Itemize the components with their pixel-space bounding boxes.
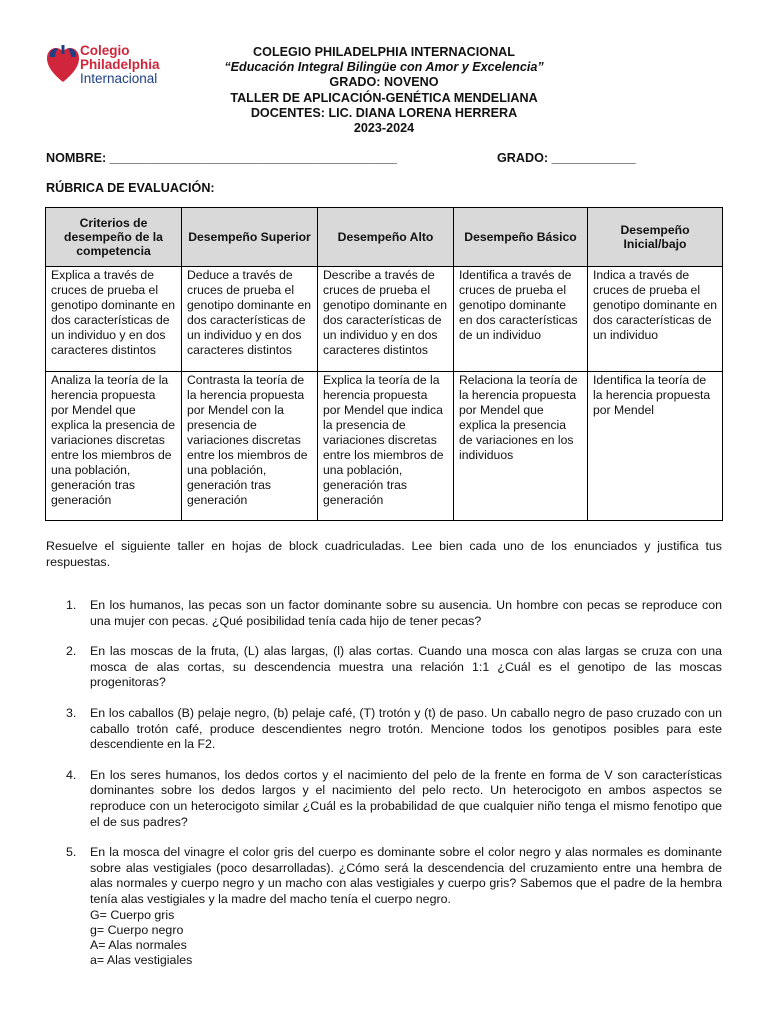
rubric-row — [46, 372, 723, 521]
legend-item: a= Alas vestigiales — [90, 953, 193, 968]
school-motto: “Educación Integral Bilingüe con Amor y Excelencia” — [224, 60, 544, 75]
question-number: 1. — [66, 598, 77, 612]
rubric-cell: Relaciona la teoría de la herencia propuesta por Mendel que explica la presencia de variaciones en los individuos — [454, 372, 588, 521]
school-name: COLEGIO PHILADELPHIA INTERNACIONAL — [253, 45, 515, 59]
name-field: NOMBRE: _________________________________________ — [46, 151, 397, 165]
instructions-paragraph: Resuelve el siguiente taller en hojas de block cuadriculadas. Lee bien cada uno de los enunciados y justifica tus respuestas. — [46, 539, 722, 569]
question-text: En la mosca del vinagre el color gris del cuerpo es dominante sobre el color negro y alas normales es dominante sobre alas vestigiales (poco desarrolladas). ¿Cómo será la descendencia del cruzamiento entre una hembra de alas normales y cuerpo negro y un macho con alas vestigiales y cuerpo gris? Sabemos que el padre de la hembra tenía alas vestigiales y la madre del macho tenía el cuerpo negro. — [90, 845, 722, 906]
rubric-header-cell: Desempeño Superior — [182, 208, 318, 267]
workshop-title: TALLER DE APLICACIÓN-GENÉTICA MENDELIANA — [230, 90, 538, 105]
question-text: En los humanos, las pecas son un factor dominante sobre su ausencia. Un hombre con pecas se reproduce con una mujer con pecas. ¿Qué posibilidad tenía cada hijo de tener pecas? — [90, 598, 722, 628]
question-item — [46, 644, 722, 691]
rubric-header-row — [46, 208, 723, 267]
rubric-header-cell: Desempeño Inicial/bajo — [588, 208, 723, 267]
heart-logo-icon — [46, 44, 80, 84]
grade-field: GRADO: ____________ — [497, 151, 636, 165]
rubric-cell: Explica la teoría de la herencia propuesta por Mendel que indica la presencia de variaciones discretas entre los miembros de una población, generación tras generación — [318, 372, 454, 521]
question-text: En los seres humanos, los dedos cortos y el nacimiento del pelo de la frente en forma de V son características dominantes sobre los dedos largos y el nacimiento del pelo recto. Un heterocigoto en ambos aspectos se reproduce con un heterocigoto similar ¿Cuál es la probabilidad de que cualquier niño tenga el mismo fenotipo que el de sus padres? — [90, 767, 722, 829]
rubric-cell: Contrasta la teoría de la herencia propuesta por Mendel con la presencia de variaciones discretas entre los miembros de una población, generación tras generación — [182, 372, 318, 521]
rubric-header-cell: Desempeño Alto — [318, 208, 454, 267]
question-item — [46, 598, 722, 629]
grade-heading: GRADO: NOVENO — [329, 75, 439, 90]
logo-line-1: Colegio — [80, 43, 130, 58]
question-item — [46, 845, 722, 968]
logo-line-2: Philadelphia — [80, 57, 160, 72]
rubric-header-cell: Criterios de desempeño de la competencia — [46, 208, 182, 267]
questions-list — [46, 598, 722, 983]
question-number: 4. — [66, 767, 77, 782]
logo-wordmark — [80, 44, 160, 86]
teachers-line: DOCENTES: LIC. DIANA LORENA HERRERA — [250, 105, 518, 120]
logo-line-3: Internacional — [80, 71, 158, 86]
school-year: 2023-2024 — [353, 121, 415, 136]
question-number: 2. — [66, 644, 77, 659]
question-text: En las moscas de la fruta, (L) alas largas, (l) alas cortas. Cuando una mosca con alas largas se cruza con una mosca de alas cortas, su descendencia muestra una relación 1:1 ¿Cuál es el genotipo de las moscas progenitoras? — [90, 644, 722, 690]
rubric-row — [46, 267, 723, 372]
question-number: 3. — [66, 705, 77, 720]
rubric-cell: Identifica la teoría de la herencia propuesta por Mendel — [588, 372, 723, 521]
rubric-cell: Explica a través de cruces de prueba el genotipo dominante en dos características de un individuo y en dos caracteres distintos — [46, 267, 182, 372]
rubric-table — [45, 207, 723, 521]
legend-item: G= Cuerpo gris — [90, 907, 175, 922]
rubric-cell: Identifica a través de cruces de prueba el genotipo dominante en dos características de un individuo — [454, 267, 588, 372]
question-item — [46, 706, 722, 753]
rubric-cell: Deduce a través de cruces de prueba el genotipo dominante en dos características de un individuo y en dos caracteres distintos — [182, 267, 318, 372]
legend-item: A= Alas normales — [90, 937, 187, 952]
question-text: En los caballos (B) pelaje negro, (b) pelaje café, (T) trotón y (t) de paso. Un caballo negro de paso cruzado con un caballo trotón café, produce descendientes negro trotón. Mencione todos los genotipos posibles para este descendiente en la F2. — [90, 705, 722, 752]
rubric-header-cell: Desempeño Básico — [454, 208, 588, 267]
question-number: 5. — [66, 845, 77, 860]
rubric-title: RÚBRICA DE EVALUACIÓN: — [46, 181, 215, 195]
rubric-cell: Describe a través de cruces de prueba el genotipo dominante en dos características de un individuo y en dos caracteres distintos — [318, 267, 454, 372]
legend-item: g= Cuerpo negro — [90, 922, 184, 937]
rubric-cell: Analiza la teoría de la herencia propuesta por Mendel que explica la presencia de variaciones discretas entre los miembros de una población, generación tras generación — [46, 372, 182, 521]
question-item — [46, 768, 722, 830]
school-logo — [46, 44, 186, 96]
rubric-cell: Indica a través de cruces de prueba el genotipo dominante en dos características de un individuo — [588, 267, 723, 372]
document-header — [184, 45, 584, 136]
